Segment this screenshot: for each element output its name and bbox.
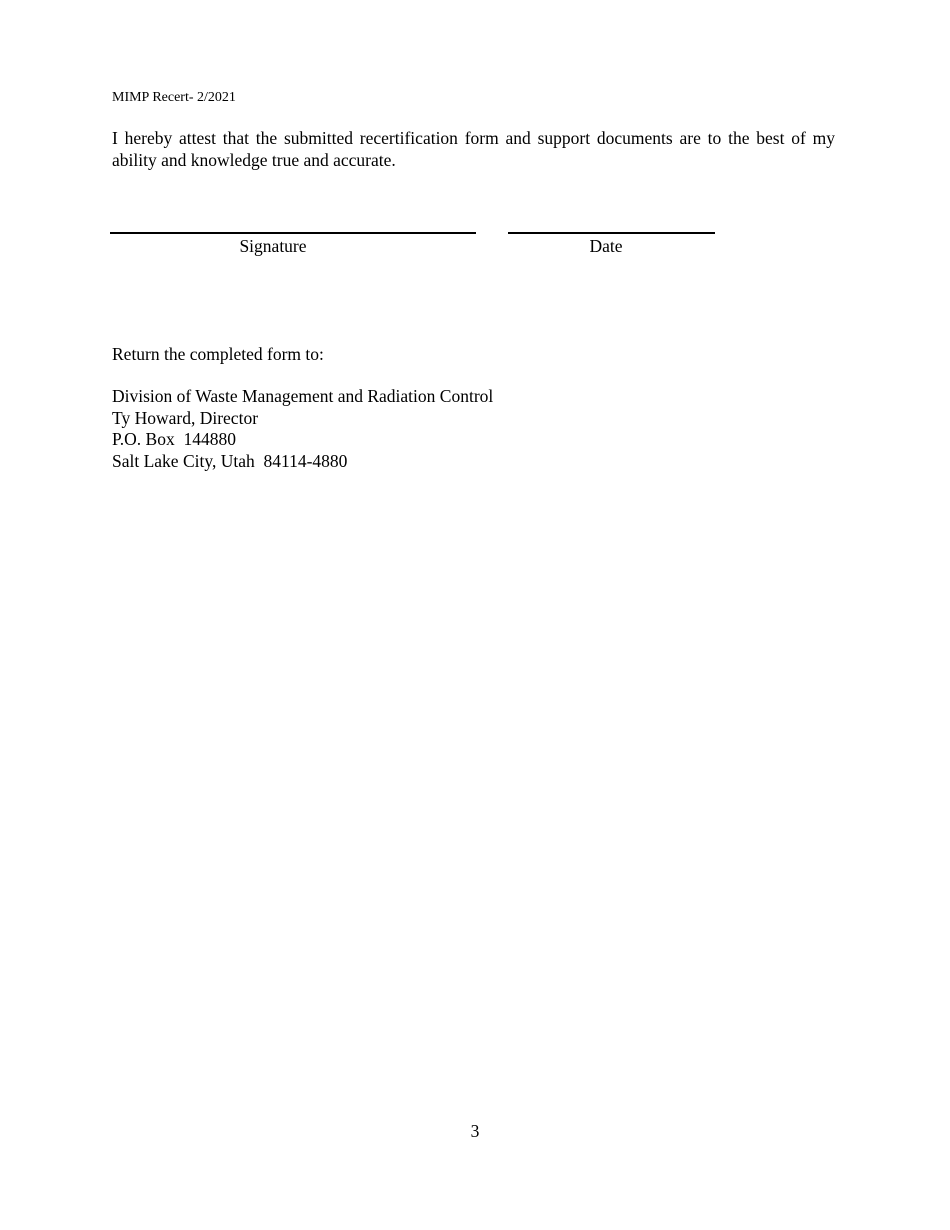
address-line-city-state-zip: Salt Lake City, Utah 84114-4880: [112, 450, 348, 471]
date-line[interactable]: [508, 232, 715, 234]
signature-line[interactable]: [110, 232, 476, 234]
return-instructions: Return the completed form to:: [112, 344, 324, 364]
form-version-code: MIMP Recert- 2/2021: [112, 90, 236, 105]
signature-label: Signature: [239, 236, 307, 256]
address-line-organization: Division of Waste Management and Radiation Control: [112, 386, 494, 406]
address-line-recipient: Ty Howard, Director: [112, 407, 259, 428]
date-label: Date: [589, 236, 623, 256]
attestation-statement: I hereby attest that the submitted recertification form and support documents are to the best of my ability and knowledge true and accurate.: [112, 128, 835, 170]
mailing-address: [112, 386, 493, 472]
page-number: 3: [470, 1121, 480, 1141]
address-line-po-box: P.O. Box 144880: [112, 429, 236, 449]
